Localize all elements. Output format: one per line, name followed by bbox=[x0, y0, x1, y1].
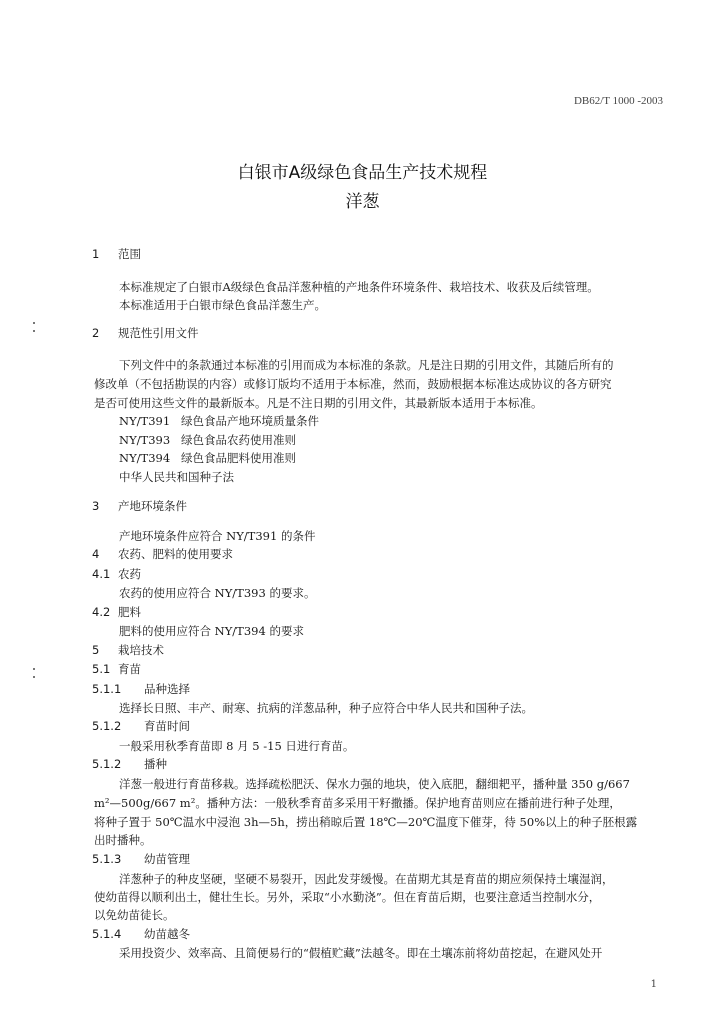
document-subtitle: 洋葱 bbox=[345, 192, 380, 212]
section-5-heading: 5 栽培技术 bbox=[92, 643, 164, 657]
page-number: 1 bbox=[650, 979, 657, 990]
section-4-1-text: 农药的使用应符合 NY/T393 的要求。 bbox=[119, 586, 316, 600]
section-5-1-2a-heading: 5.1.2 育苗时间 bbox=[92, 719, 190, 733]
section-4-heading: 4 农药、肥料的使用要求 bbox=[92, 547, 233, 561]
section-1-para-1: 本标准规定了白银市A级绿色食品洋葱种植的产地条件环境条件、栽培技术、收获及后续管理。 bbox=[119, 280, 599, 294]
section-5-1-1-heading: 5.1.1 品种选择 bbox=[92, 682, 190, 696]
section-5-1-2b-line-3: 将种子置于 50℃温水中浸泡 3h—5h，捞出稍晾后置 18℃—20℃温度下催芽，待 50%以上的种子胚根露 bbox=[94, 815, 638, 829]
section-5-1-3-line-1: 洋葱种子的种皮坚硬，坚硬不易裂开，因此发芽缓慢。在苗期尤其是育苗的期应须保持土壤湿润， bbox=[119, 872, 614, 886]
section-3-para: 产地环境条件应符合 NY/T391 的条件 bbox=[119, 529, 316, 543]
margin-mark bbox=[33, 330, 35, 332]
margin-mark bbox=[33, 322, 35, 324]
margin-mark bbox=[33, 668, 35, 670]
section-4-2-heading: 4.2 肥料 bbox=[92, 605, 141, 619]
section-5-1-2b-line-1: 洋葱一般进行育苗移栽。选择疏松肥沃、保水力强的地块，使入底肥，翻细耙平，播种量 350 g/667 bbox=[119, 777, 630, 791]
section-2-para-line-2: 修改单（不包括勘误的内容）或修订版均不适用于本标准，然而，鼓励根据本标准达成协议的各方研究 bbox=[94, 377, 612, 391]
section-2-para-line-3: 是否可使用这些文件的最新版本。凡是不注日期的引用文件，其最新版本适用于本标准。 bbox=[94, 396, 543, 410]
section-1-heading: 1 范围 bbox=[92, 247, 141, 261]
section-1-para-2: 本标准适用于白银市绿色食品洋葱生产。 bbox=[119, 298, 326, 312]
document-code: DB62/T 1000 -2003 bbox=[573, 95, 663, 107]
document-title: 白银市A级绿色食品生产技术规程 bbox=[237, 163, 488, 183]
section-5-1-2a-text: 一般采用秋季育苗即 8 月 5 -15 日进行育苗。 bbox=[119, 739, 355, 753]
section-3-heading: 3 产地环境条件 bbox=[92, 499, 187, 513]
section-5-1-4-heading: 5.1.4 幼苗越冬 bbox=[92, 927, 190, 941]
section-2-heading: 2 规范性引用文件 bbox=[92, 326, 199, 340]
section-4-2-text: 肥料的使用应符合 NY/T394 的要求 bbox=[119, 624, 304, 638]
section-5-1-heading: 5.1 育苗 bbox=[92, 662, 141, 676]
section-2-para-line-1: 下列文件中的条款通过本标准的引用而成为本标准的条款。凡是注日期的引用文件，其随后所有的 bbox=[119, 358, 614, 372]
reference-item: NY/T393 绿色食品农药使用准则 bbox=[119, 433, 296, 447]
reference-law: 中华人民共和国种子法 bbox=[119, 470, 234, 484]
section-5-1-2b-heading: 5.1.2 播种 bbox=[92, 757, 167, 771]
section-5-1-1-text: 选择长日照、丰产、耐寒、抗病的洋葱品种，种子应符合中华人民共和国种子法。 bbox=[119, 701, 533, 715]
section-5-1-2b-line-4: 出时播种。 bbox=[94, 833, 152, 847]
section-4-1-heading: 4.1 农药 bbox=[92, 567, 141, 581]
reference-item: NY/T391 绿色食品产地环境质量条件 bbox=[119, 414, 319, 428]
section-5-1-2b-line-2: m²—500g/667 m²。播种方法：一般秋季育苗多采用干籽撒播。保护地育苗则应在播前进行种子处理， bbox=[94, 796, 621, 810]
reference-item: NY/T394 绿色食品肥料使用准则 bbox=[119, 451, 296, 465]
margin-mark bbox=[33, 676, 35, 678]
section-5-1-3-heading: 5.1.3 幼苗管理 bbox=[92, 852, 190, 866]
section-5-1-4-line-1: 采用投资少、效率高、且简便易行的“假植贮藏”法越冬。即在土壤冻前将幼苗挖起，在避风处开 bbox=[119, 946, 603, 960]
section-5-1-3-line-2: 使幼苗得以顺利出土，健壮生长。另外，采取“小水勤浇”。但在育苗后期，也要注意适当控制水分， bbox=[94, 890, 601, 904]
section-5-1-3-line-3: 以免幼苗徒长。 bbox=[94, 908, 175, 922]
